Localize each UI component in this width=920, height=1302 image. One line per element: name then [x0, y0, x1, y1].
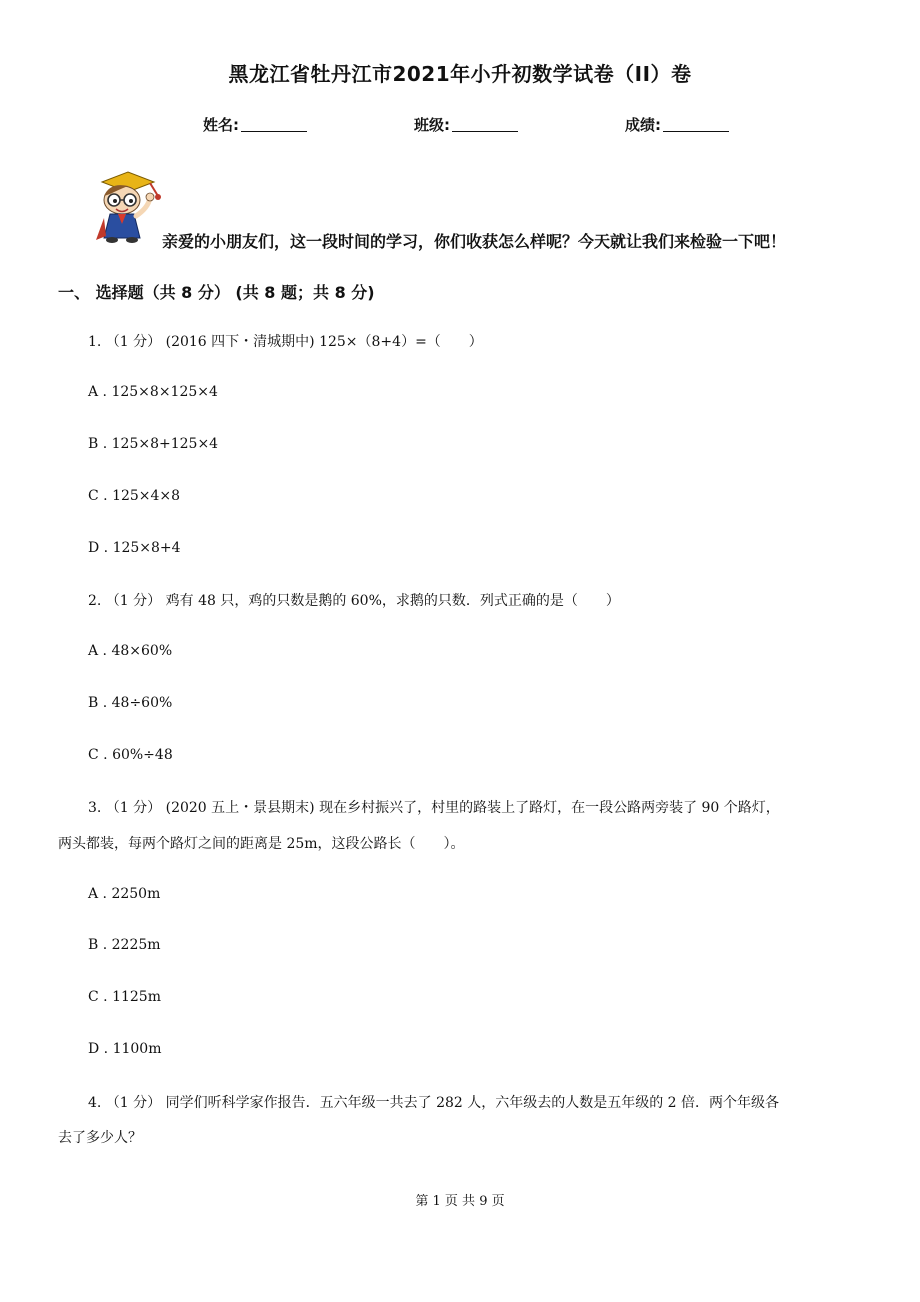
score-blank [663, 117, 729, 132]
question-1-option-d: D . 125×8+4 [88, 540, 181, 556]
page-title: 黑龙江省牡丹江市2021年小升初数学试卷（II）卷 [228, 62, 692, 86]
question-1-option-a: A . 125×8×125×4 [88, 384, 218, 400]
question-2-option-b: B . 48÷60% [88, 695, 173, 711]
question-3-stem-line1: 3. （1 分） (2020 五上・景县期末) 现在乡村振兴了，村里的路装上了路灯，在一段公路两旁装了 90 个路灯， [88, 800, 780, 816]
class-blank [452, 117, 518, 132]
question-3-option-a: A . 2250m [88, 886, 161, 902]
question-3-option-c: C . 1125m [88, 989, 161, 1005]
question-4-stem-line2: 去了多少人？ [58, 1130, 142, 1146]
question-2-stem: 2. （1 分） 鸡有 48 只，鸡的只数是鹅的 60%，求鹅的只数．列式正确的是（ ） [88, 593, 620, 609]
question-2-option-a: A . 48×60% [88, 643, 173, 659]
section-heading: 一、 选择题（共 8 分） (共 8 题；共 8 分) [58, 283, 375, 302]
score-label: 成绩: [625, 116, 661, 134]
score-field [625, 114, 729, 135]
question-1-option-c: C . 125×4×8 [88, 488, 181, 504]
question-1-stem: 1. （1 分） (2016 四下・清城期中) 125×（8+4）=（ ） [88, 334, 483, 350]
class-label: 班级: [414, 116, 450, 134]
name-label: 姓名: [203, 116, 239, 134]
question-1-option-b: B . 125×8+125×4 [88, 436, 219, 452]
question-3-stem-line2: 两头都装，每两个路灯之间的距离是 25m，这段公路长（ ）。 [58, 836, 465, 852]
class-field [414, 114, 518, 135]
name-blank [241, 117, 307, 132]
question-3-option-b: B . 2225m [88, 937, 161, 953]
question-3-option-d: D . 1100m [88, 1041, 162, 1057]
question-2-option-c: C . 60%÷48 [88, 747, 173, 763]
name-field [203, 114, 307, 135]
greeting-text: 亲爱的小朋友们，这一段时间的学习，你们收获怎么样呢？今天就让我们来检验一下吧！ [162, 232, 787, 251]
page-footer: 第 1 页 共 9 页 [415, 1194, 505, 1209]
question-4-stem-line1: 4. （1 分） 同学们听科学家作报告．五六年级一共去了 282 人，六年级去的人数是五年级的 2 倍．两个年级各 [88, 1095, 780, 1111]
cartoon-mascot-icon [88, 168, 166, 244]
